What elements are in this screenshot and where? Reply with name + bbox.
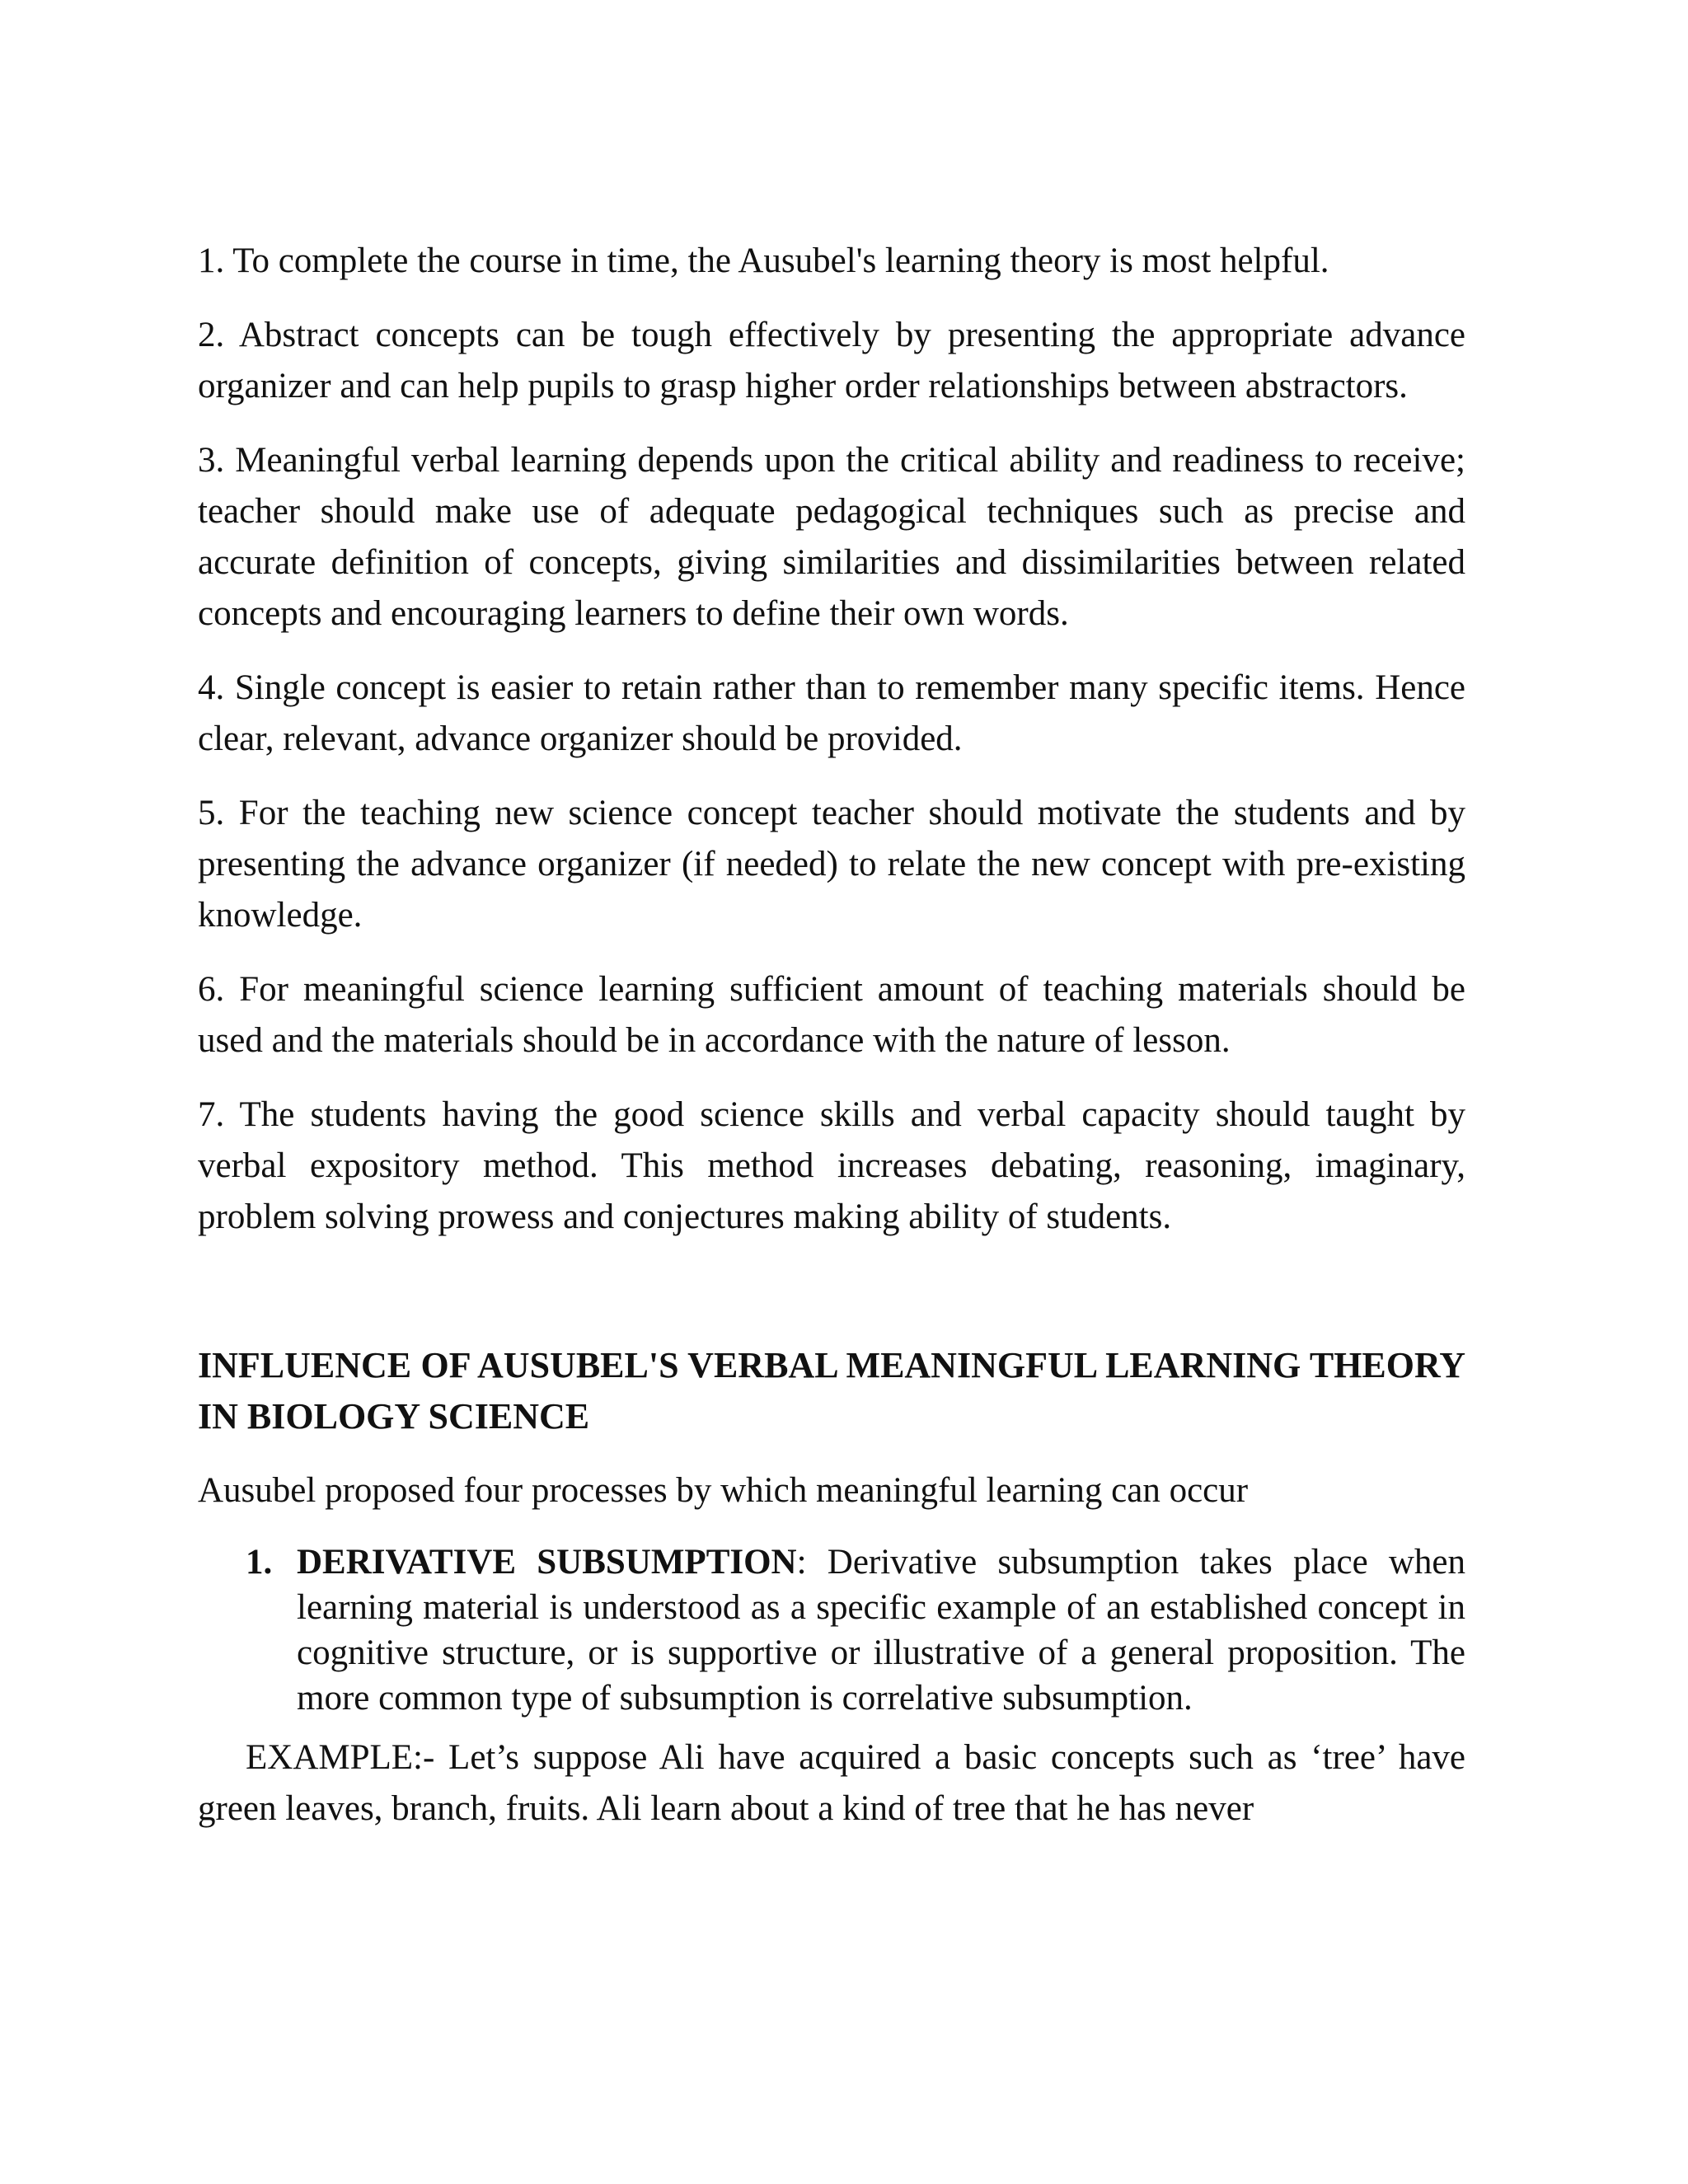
- section-heading: INFLUENCE OF AUSUBEL'S VERBAL MEANINGFUL LEARNING THEORY IN BIOLOGY SCIENCE: [198, 1345, 1465, 1436]
- numbered-paragraph-6: 6. For meaningful science learning sufficient amount of teaching materials should be used and the materials should be in accordance with the nature of lesson.: [198, 970, 1465, 1060]
- list-item-number: 1.: [246, 1543, 273, 1582]
- numbered-paragraph-5: 5. For the teaching new science concept teacher should motivate the students and by presenting the advance organizer (if needed) to relate the new concept with pre-existing knowledge.: [198, 794, 1465, 935]
- section-intro: Ausubel proposed four processes by which meaningful learning can occur: [198, 1471, 1249, 1510]
- numbered-paragraph-3: 3. Meaningful verbal learning depends upon the critical ability and readiness to receive; teacher should make use of adequate pedagogical techniques such as precise and accurate definition of concepts, giving similarities and dissimilarities between related concepts and encouraging learners to define their own words.: [198, 441, 1465, 633]
- section-spacer: [198, 1266, 1465, 1340]
- numbered-paragraph-4: 4. Single concept is easier to retain rather than to remember many specific items. Hence clear, relevant, advance organizer should be provided.: [198, 668, 1465, 758]
- numbered-paragraph-7: 7. The students having the good science skills and verbal capacity should taught by verbal expository method. This method increases debating, reasoning, imaginary, problem solving prowess and conjectures making ability of students.: [198, 1095, 1465, 1236]
- numbered-paragraph-2: 2. Abstract concepts can be tough effectively by presenting the appropriate advance organizer and can help pupils to grasp higher order relationships between abstractors.: [198, 316, 1465, 405]
- list-item-derivative-subsumption: [198, 1540, 1465, 1721]
- list-item-term: DERIVATIVE SUBSUMPTION: [297, 1543, 797, 1582]
- example-paragraph: EXAMPLE:- Let’s suppose Ali have acquired a basic concepts such as ‘tree’ have green leaves, branch, fruits. Ali learn about a kind of tree that he has never: [198, 1738, 1465, 1828]
- numbered-paragraph-1: 1. To complete the course in time, the Ausubel's learning theory is most helpful.: [198, 241, 1329, 280]
- document-page: [198, 236, 1465, 1835]
- list-item-text: : Derivative subsumption takes place when learning material is understood as a specific example of an established concept in cognitive structure, or is supportive or illustrative of a general proposition. The more common type of subsumption is correlative subsumption.: [297, 1543, 1465, 1718]
